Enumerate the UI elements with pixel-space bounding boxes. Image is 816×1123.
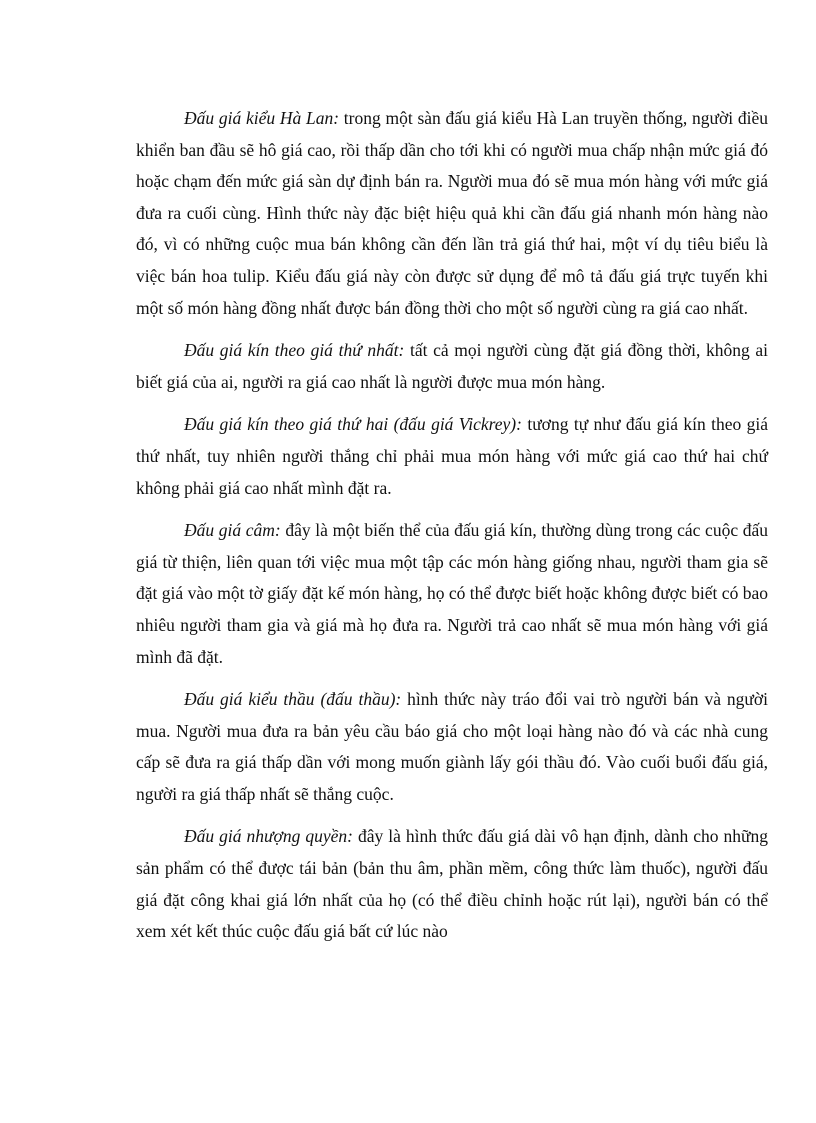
paragraph-first-price-sealed [136,335,768,398]
body-franchise-auction: đây là hình thức đấu giá dài vô hạn định, dành cho những sản phẩm có thể được tái bản (bản thu âm, phần mềm, công thức làm thuốc), người đấu giá đặt công khai giá lớn nhất của họ (có thể điều chỉnh hoặc rút lại), người bán có thể xem xét kết thúc cuộc đấu giá bất cứ lúc nào [136,826,768,942]
paragraph-dutch-auction [136,103,768,324]
term-franchise-auction: Đấu giá nhượng quyền: [184,826,354,847]
body-first-price-sealed: tất cả mọi người cùng đặt giá đồng thời, không ai biết giá của ai, người ra giá cao nhất là người được mua món hàng. [136,340,768,392]
term-silent-auction: Đấu giá câm: [184,520,281,541]
term-dutch-auction: Đấu giá kiểu Hà Lan: [184,108,340,128]
body-silent-auction: đây là một biến thể của đấu giá kín, thường dùng trong các cuộc đấu giá từ thiện, liên quan tới việc mua một tập các món hàng giống nhau, người tham gia sẽ đặt giá vào một tờ giấy đặt kế món hàng, họ có thể được biết hoặc không được biết có bao nhiêu người tham gia và giá mà họ đưa ra. Người trả cao nhất sẽ mua món hàng với giá mình đã đặt. [136,520,768,667]
term-reverse-auction: Đấu giá kiểu thầu (đấu thầu): [184,689,402,710]
paragraph-franchise-auction [136,821,768,947]
paragraph-silent-auction [136,515,768,673]
term-vickrey-auction: Đấu giá kín theo giá thứ hai (đấu giá Vickrey): [184,414,522,435]
document-page [136,103,768,959]
body-reverse-auction: hình thức này tráo đổi vai trò người bán và người mua. Người mua đưa ra bản yêu cầu báo giá cho một loại hàng nào đó và các nhà cung cấp sẽ đưa ra giá thấp dần với mong muốn giành lấy gói thầu đó. Vào cuối buổi đấu giá, người ra giá thấp nhất sẽ thắng cuộc. [136,689,768,804]
body-dutch-auction: trong một sàn đấu giá kiểu Hà Lan truyền thống, người điều khiển ban đầu sẽ hô giá cao, rồi thấp dần cho tới khi có người mua chấp nhận mức giá đó hoặc chạm đến mức giá sàn dự định bán ra. Người mua đó sẽ mua món hàng với mức giá đưa ra cuối cùng. Hình thức này đặc biệt hiệu quả khi cần đấu giá nhanh món hàng nào đó, vì có những cuộc mua bán không cần đến lần trả giá thứ hai, một ví dụ tiêu biểu là việc bán hoa tulip. Kiểu đấu giá này còn được sử dụng để mô tả đấu giá trực tuyến khi một số món hàng đồng nhất được bán đồng thời cho một số người cùng ra giá cao nhất. [136,108,768,318]
paragraph-reverse-auction [136,684,768,810]
term-first-price-sealed: Đấu giá kín theo giá thứ nhất: [184,340,405,361]
paragraph-vickrey-auction [136,409,768,504]
body-vickrey-auction: tương tự như đấu giá kín theo giá thứ nhất, tuy nhiên người thắng chỉ phải mua món hàng với mức giá cao thứ hai chứ không phải giá cao nhất mình đặt ra. [136,414,768,498]
